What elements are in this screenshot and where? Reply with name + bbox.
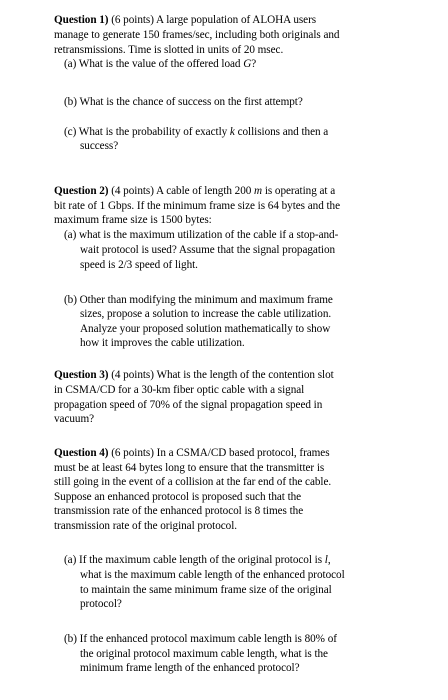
q1-part-c-line-2: success?	[80, 140, 119, 152]
q4-line-2: must be at least 64 bytes long to ensure that the transmitter is	[54, 462, 325, 474]
q1-label: Question 1)	[54, 14, 109, 26]
q4-line-3: still going in the event of a collision at the far end of the cable.	[54, 476, 332, 488]
q2-part-b-line-4: how it improves the cable utilization.	[80, 337, 245, 349]
q2-line-3: maximum frame size is 1500 bytes:	[54, 214, 212, 226]
q2-part-b-line-3: Analyze your proposed solution mathematically to show	[80, 323, 331, 335]
q2-line-1: Question 2) (4 points) A cable of length 200 m is operating at a	[54, 185, 336, 197]
q2-part-a-line-3: speed is 2/3 speed of light.	[80, 259, 198, 271]
q2-part-a-line-1: (a) what is the maximum utilization of the cable if a stop-and-	[64, 229, 339, 241]
q4-line-1: Question 4) (6 points) In a CSMA/CD based protocol, frames	[54, 447, 330, 459]
q1-line-1: Question 1) (6 points) A large population of ALOHA users	[54, 14, 317, 26]
q4-line-4: Suppose an enhanced protocol is proposed such that the	[54, 491, 302, 503]
q3-line-2: in CSMA/CD for a 30-km fiber optic cable with a signal	[54, 384, 305, 396]
q2-line-2: bit rate of 1 Gbps. If the minimum frame size is 64 bytes and the	[54, 200, 341, 212]
q1-line-2: manage to generate 150 frames/sec, including both originals and	[54, 29, 340, 41]
q4-part-b-line-1: (b) If the enhanced protocol maximum cable length is 80% of	[64, 633, 337, 645]
q1-line-3: retransmissions. Time is slotted in units of 20 msec.	[54, 44, 284, 56]
q4-part-a-line-3: to maintain the same minimum frame size of the original	[80, 584, 332, 596]
q2-part-a-line-2: wait protocol is used? Assume that the signal propagation	[80, 244, 336, 256]
q3-label: Question 3)	[54, 369, 109, 381]
q4-line-5: transmission rate of the enhanced protocol is 8 times the	[54, 505, 304, 517]
q3-line-1: Question 3) (4 points) What is the length of the contention slot	[54, 369, 334, 381]
q2-part-b-line-1: (b) Other than modifying the minimum and maximum frame	[64, 294, 333, 306]
q1-part-b: (b) What is the chance of success on the first attempt?	[64, 96, 303, 108]
q1-part-c-line-1: (c) What is the probability of exactly k collisions and then a	[64, 126, 329, 138]
q4-part-a-line-4: protocol?	[80, 598, 122, 610]
q4-part-a-line-1: (a) If the maximum cable length of the original protocol is l,	[64, 554, 331, 566]
q4-label: Question 4)	[54, 447, 109, 459]
q1-part-a: (a) What is the value of the offered load G?	[64, 58, 257, 70]
q3-line-4: vacuum?	[54, 413, 95, 425]
q3-line-3: propagation speed of 70% of the signal propagation speed in	[54, 399, 323, 411]
q2-label: Question 2)	[54, 185, 109, 197]
q4-line-6: transmission rate of the original protocol.	[54, 520, 238, 532]
q4-part-b-line-2: the original protocol maximum cable length, what is the	[80, 648, 328, 660]
q4-part-b-line-3: minimum frame length of the enhanced protocol?	[80, 662, 300, 674]
q4-part-a-line-2: what is the maximum cable length of the enhanced protocol	[80, 569, 345, 581]
q2-part-b-line-2: sizes, propose a solution to increase the cable utilization.	[80, 308, 332, 320]
